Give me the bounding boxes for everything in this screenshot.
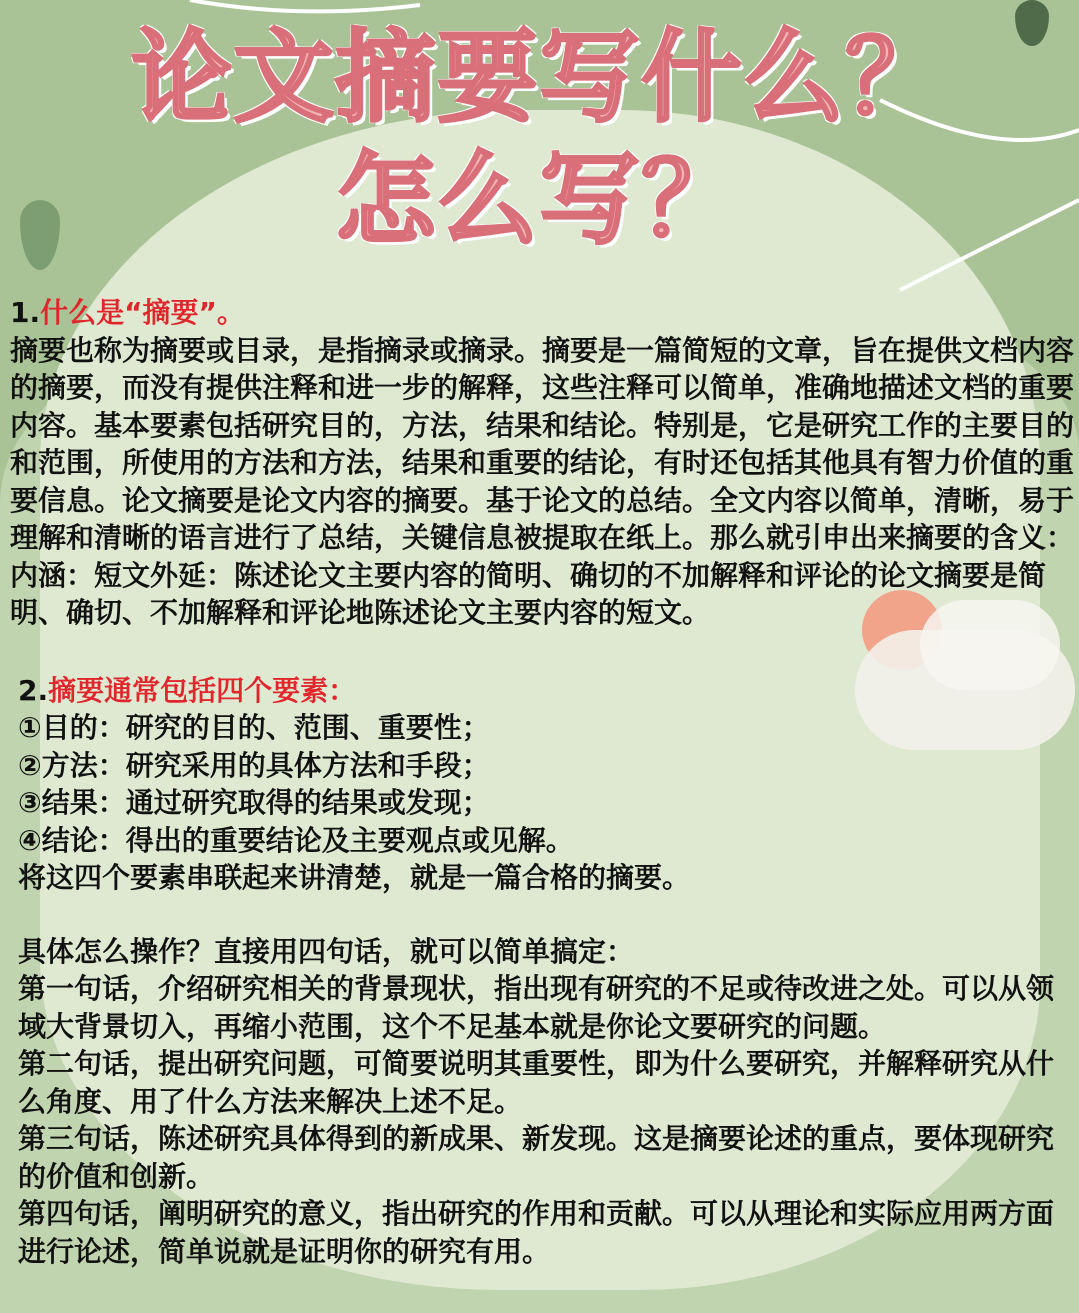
spacer bbox=[18, 897, 1075, 933]
section1-heading-text: 什么是“摘要”。 bbox=[40, 296, 245, 329]
section2-heading-text: 摘要通常包括四个要素： bbox=[48, 673, 357, 707]
section2-summary: 将这四个要素串联起来讲清楚，就是一篇合格的摘要。 bbox=[18, 861, 691, 894]
list-item: ④结论：得出的重要结论及主要观点或见解。 bbox=[18, 823, 574, 857]
section3-intro: 具体怎么操作？直接用四句话，就可以简单搞定： bbox=[18, 934, 635, 968]
sentence-item: 第三句话，陈述研究具体得到的新成果、新发现。这是摘要论述的重点，要体现研究的价值和创新。 bbox=[18, 1122, 1055, 1193]
sentence-item: 第二句话，提出研究问题，可简要说明其重要性，即为什么要研究，并解释研究从什么角度、用了什么方法来解决上述不足。 bbox=[18, 1047, 1055, 1118]
section2-heading bbox=[18, 672, 1075, 710]
section2-number: 2. bbox=[18, 673, 49, 707]
section1-number: 1. bbox=[10, 296, 41, 329]
article-body bbox=[10, 294, 1075, 1270]
sentence-item: 第四句话，阐明研究的意义，指出研究的作用和贡献。可以从理论和实际应用两方面进行论述，简单说就是证明你的研究有用。 bbox=[18, 1197, 1055, 1268]
section2 bbox=[10, 672, 1075, 1271]
list-item: ①目的：研究的目的、范围、重要性； bbox=[18, 711, 490, 744]
page-title-line2: 怎么写？ bbox=[335, 141, 744, 258]
page-title-line1: 论文摘要写什么？ bbox=[131, 19, 948, 136]
list-item: ②方法：研究采用的具体方法和手段； bbox=[18, 748, 490, 782]
list-item: ③结果：通过研究取得的结果或发现； bbox=[18, 786, 490, 819]
section1-heading bbox=[10, 294, 1075, 332]
spacer bbox=[10, 632, 1075, 672]
sentence-item: 第一句话，介绍研究相关的背景现状，指出现有研究的不足或待改进之处。可以从领域大背景切入，再缩小范围，这个不足基本就是你论文要研究的问题。 bbox=[18, 972, 1055, 1043]
section1-paragraph: 摘要也称为摘要或目录，是指摘录或摘录。摘要是一篇简短的文章，旨在提供文档内容的摘要，而没有提供注释和进一步的解释，这些注释可以简单，准确地描述文档的重要内容。基本要素包括研究目的，方法，结果和结论。特别是，它是研究工作的主要目的和范围，所使用的方法和方法，结果和重要的结论，有时还包括其他具有智力价值的重要信息。论文摘要是论文内容的摘要。基于论文的总结。全文内容以简单，清晰，易于理解和清晰的语言进行了总结，关键信息被提取在纸上。那么就引申出来摘要的含义：内涵：短文外延：陈述论文主要内容的简明、确切的不加解释和评论的论文摘要是简明、确切、不加解释和评论地陈述论文主要内容的短文。 bbox=[10, 333, 1075, 629]
